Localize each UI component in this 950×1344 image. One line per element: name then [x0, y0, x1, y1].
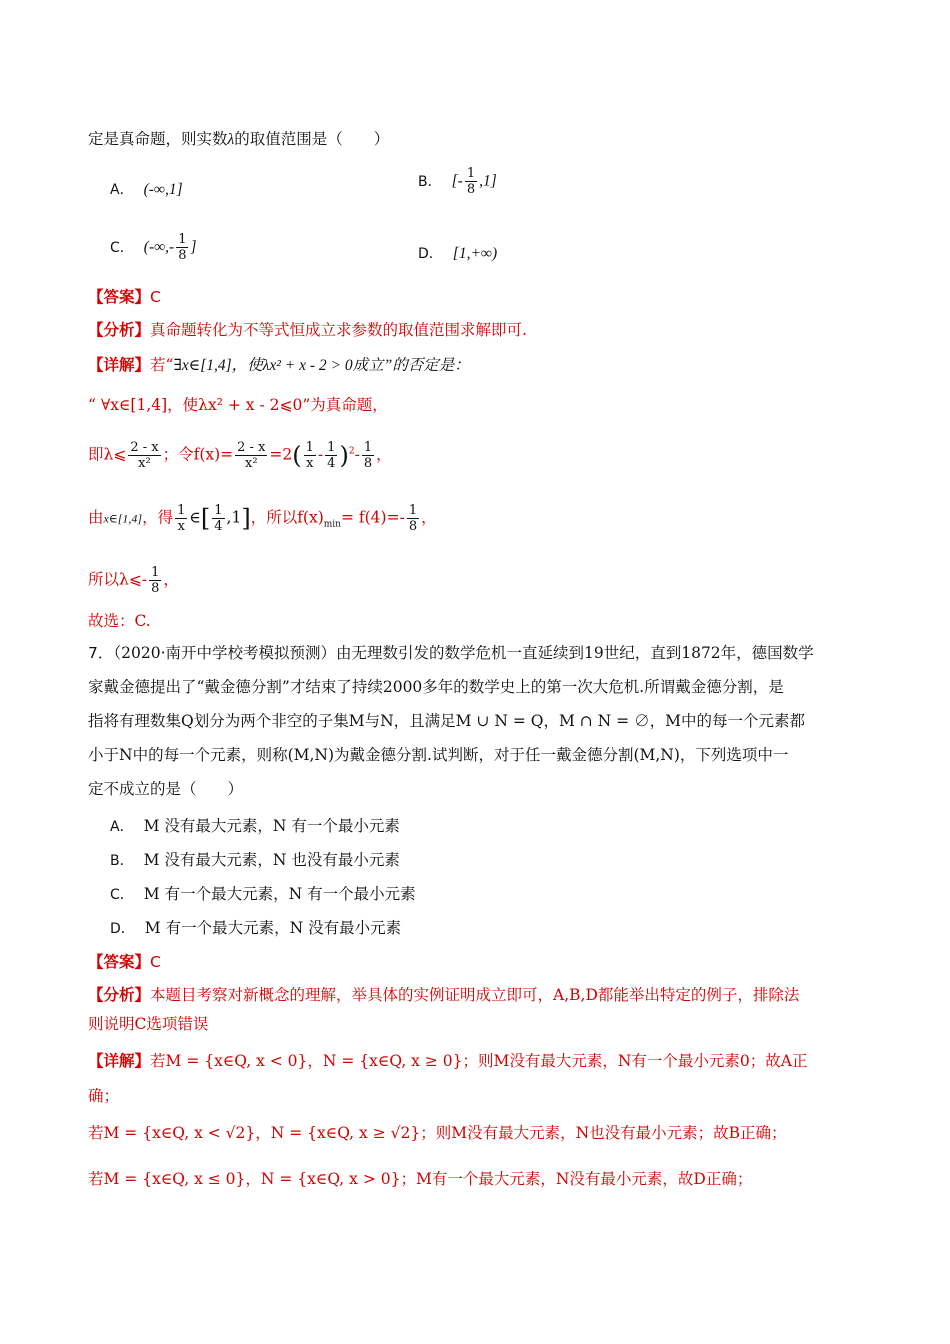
- q6-option-a[interactable]: A． (-∞,1]: [110, 181, 183, 198]
- q7-detail-1b: 确；: [88, 1087, 120, 1105]
- q6-option-b[interactable]: B． [- $\frac{1}{8}$ ,1]: [418, 166, 497, 197]
- q6-detail-5: 所以λ⩽- $\frac{1}{8}$ ，: [88, 565, 179, 596]
- q7-source: （2020·南开中学校考模拟预测）: [113, 644, 336, 662]
- q6-option-d-text: [1,+∞): [452, 245, 498, 262]
- q6-option-a-text: (-∞,1]: [143, 181, 183, 198]
- q7-option-c[interactable]: C． M 有一个最大元素，N 有一个最小元素: [110, 885, 416, 903]
- q7-analysis-2: 则说明C选项错误: [88, 1015, 209, 1033]
- q6-stem-end: 的取值范围是（ ）: [234, 130, 390, 148]
- q7-stem: 7．（2020·南开中学校考模拟预测）由无理数引发的数学危机一直延续到19世纪，直到1872年，德国数学 家戴金德提出了“戴金德分割”才结束了持续2000多年的数学史上的第一次大危机.所谓戴金德分割，是 指将有理数集Q划分为两个非空的子集M与N，且满足M ∪ N = Q，M ∩ N = ∅，M中的每一个元素都 小于N中的每一个元素，则称(M,N)为戴金德分割.试判断，对于任一戴金德分割(M,N)，下列选项中一 定不成立的是（ ）: [88, 644, 814, 798]
- q7-answer: 【答案】C: [88, 952, 161, 971]
- q6-detail-2: “ ∀x∈[1,4]，使λx² + x - 2⩽0”为真命题，: [88, 396, 388, 414]
- q7-detail-2: 若M = {x∈Q, x < √2}，N = {x∈Q, x ≥ √2}；则M没有最大元素，N也没有最小元素；故B正确；: [88, 1124, 787, 1142]
- q6-analysis: 【分析】真命题转化为不等式恒成立求参数的取值范围求解即可.: [88, 320, 527, 339]
- q6-option-d[interactable]: D． [1,+∞): [418, 245, 498, 262]
- q6-detail-1: 【详解】若“∃x∈[1,4]，使λx² + x - 2 > 0成立”的否定是：: [88, 355, 470, 374]
- q7-detail-1: 【详解】若M = {x∈Q, x < 0}，N = {x∈Q, x ≥ 0}；则M没有最大元素，N有一个最小元素0；故A正: [88, 1051, 808, 1070]
- q6-detail-4: 由x∈[1,4]，得 $\frac{1}{x}$ ∈[ $\frac{1}{4}$ ,1]，所以$f(x)_{min}= f(4)=-$ $\frac{1}{8}$ ，: [88, 503, 437, 534]
- q6-stem-var: λ: [227, 131, 235, 148]
- q6-stem: [88, 128, 389, 151]
- q6-detail-3: 即λ⩽ $\frac{2 - x}{\text{x²}}$ ；令f(x)= $\frac{2 - x}{\text{x²}}$ =2( $\frac{1}{x}$ - $\frac{1}{4}$ )$^2$- $\frac{1}{8}$ ，: [88, 440, 392, 471]
- q6-detail-6: 故选：C.: [88, 612, 151, 630]
- q7-option-d[interactable]: D． M 有一个最大元素，N 没有最小元素: [110, 919, 402, 937]
- q6-stem-text: 定是真命题，则实数: [88, 130, 228, 148]
- q7-analysis-1: 【分析】本题目考察对新概念的理解，举具体的实例证明成立即可，A,B,D都能举出特定的例子，排除法: [88, 985, 800, 1004]
- q7-detail-3: 若M = {x∈Q, x ≤ 0}，N = {x∈Q, x > 0}；M有一个最大元素，N没有最小元素，故D正确；: [88, 1170, 753, 1188]
- q7-option-b[interactable]: B． M 没有最大元素，N 也没有最小元素: [110, 851, 400, 869]
- q7-option-a[interactable]: A． M 没有最大元素，N 有一个最小元素: [110, 817, 400, 835]
- q6-answer: 【答案】C: [88, 287, 161, 306]
- q6-option-c[interactable]: C． (-∞,- $\frac{1}{8}$ ]: [110, 232, 197, 263]
